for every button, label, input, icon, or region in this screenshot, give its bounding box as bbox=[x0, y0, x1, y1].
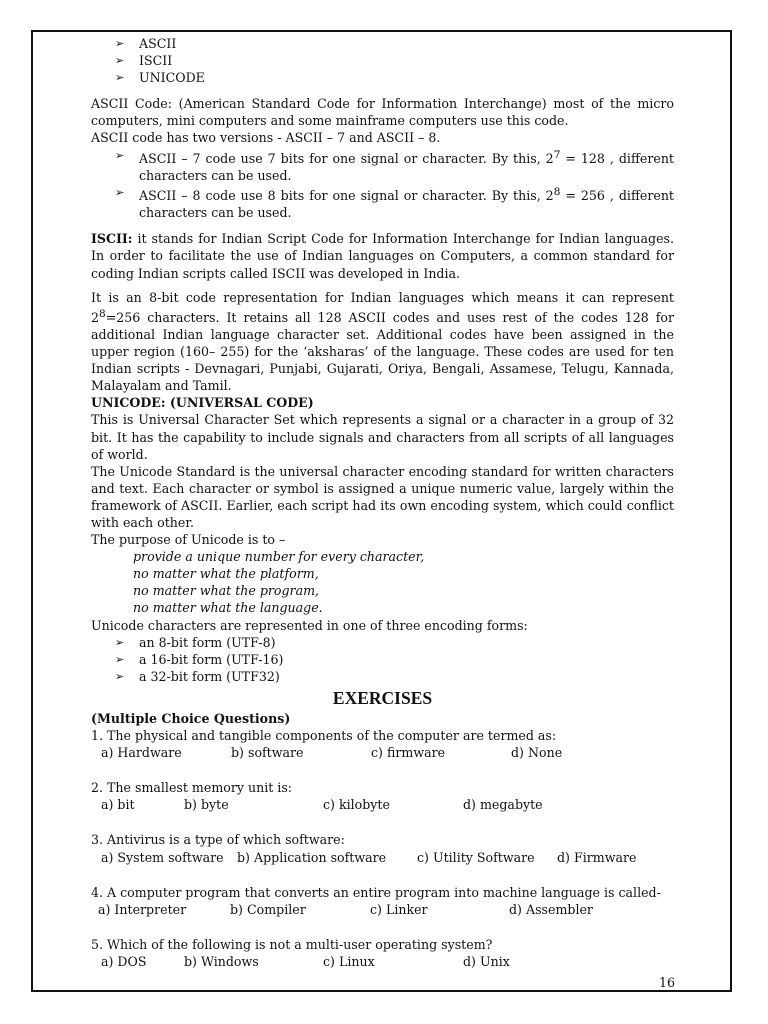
answer-option: b) software bbox=[231, 745, 304, 761]
answer-options bbox=[91, 744, 674, 761]
exercises-subtitle: (Multiple Choice Questions) bbox=[91, 710, 291, 726]
iscii-detail-paragraph: It is an 8-bit code representation for Indian languages which means it can represent $2^8=256$ characters. It retains all 128 ASCII codes and uses rest of the codes 128 for additional Indian language character set. Additional codes have been assigned in the upper region (160– 255) for the ‘aksharas’ of the language. These codes are used for ten Indian scripts - Devnagari, Punjabi, Gujarati, Oriya, Bengali, Assamese, Telugu, Kannada, Malayalam and Tamil. bbox=[91, 289, 674, 394]
arrow-bullet-icon: ➢ bbox=[115, 37, 125, 50]
arrow-bullet-icon: ➢ bbox=[115, 185, 125, 199]
answer-option: c) firmware bbox=[371, 745, 446, 761]
iscii-paragraph: ISCII: it stands for Indian Script Code for Information Interchange for Indian languages. In order to facilitate the use of Indian languages on Computers, a common standard for coding Indian scripts called ISCII was developed in India. bbox=[91, 231, 674, 281]
list-item: ➢ ASCII – 8 code use 8 bits for one signal or character. By this, $2^8 = 256$ , different characters can be used. bbox=[115, 185, 674, 221]
answer-option: c) Utility Software bbox=[417, 849, 535, 865]
question-5 bbox=[91, 936, 674, 970]
unicode-purpose-intro: The purpose of Unicode is to – bbox=[91, 532, 286, 548]
question-text: 3. Antivirus is a type of which software: bbox=[91, 832, 345, 848]
answer-options bbox=[91, 901, 674, 918]
purpose-line: provide a unique number for every character, bbox=[133, 549, 425, 565]
answer-option: b) Application software bbox=[237, 849, 387, 865]
question-text: 1. The physical and tangible components of the computer are termed as: bbox=[91, 728, 557, 744]
answer-option: a) System software bbox=[101, 849, 224, 865]
answer-option: d) megabyte bbox=[463, 797, 543, 813]
answer-option: a) Interpreter bbox=[98, 901, 187, 917]
answer-options bbox=[91, 796, 674, 813]
question-1 bbox=[91, 727, 674, 761]
arrow-bullet-icon: ➢ bbox=[115, 148, 125, 162]
question-2 bbox=[91, 779, 674, 813]
question-text: 4. A computer program that converts an entire program into machine language is called- bbox=[91, 884, 661, 900]
answer-option: c) kilobyte bbox=[323, 797, 390, 813]
answer-option: a) Hardware bbox=[101, 745, 182, 761]
arrow-bullet-icon: ➢ bbox=[115, 54, 125, 68]
question-3 bbox=[91, 831, 674, 865]
list-item: ➢ UNICODE bbox=[115, 70, 205, 86]
arrow-bullet-icon: ➢ bbox=[115, 652, 125, 666]
answer-option: d) Firmware bbox=[557, 849, 637, 865]
purpose-line: no matter what the platform, bbox=[133, 566, 319, 582]
answer-option: a) bit bbox=[101, 797, 135, 813]
answer-option: b) Windows bbox=[184, 953, 259, 969]
answer-option: b) Compiler bbox=[230, 901, 306, 917]
arrow-bullet-icon: ➢ bbox=[115, 71, 125, 85]
list-item: ➢ ASCII bbox=[115, 36, 177, 51]
unicode-standard-paragraph: The Unicode Standard is the universal character encoding standard for written characters and text. Each character or symbol is assigned a unique numeric value, largely within the framework of ASCII. Earlier, each script had its own encoding system, which could conflict with each other. bbox=[91, 463, 674, 530]
unicode-forms-list bbox=[91, 634, 674, 685]
answer-option: c) Linux bbox=[323, 953, 375, 969]
list-item: ➢ a 32-bit form (UTF32) bbox=[115, 668, 280, 684]
purpose-line: no matter what the program, bbox=[133, 583, 320, 599]
answer-option: d) Unix bbox=[463, 953, 510, 969]
list-item: ➢ ASCII – 7 code use 7 bits for one signal or character. By this, $2^7 = 128$ , different characters can be used. bbox=[115, 148, 674, 183]
answer-option: b) byte bbox=[184, 797, 229, 813]
answer-option: c) Linker bbox=[370, 901, 428, 917]
ascii-paragraph: ASCII Code: (American Standard Code for Information Interchange) most of the micro computers, mini computers and some mainframe computers use this code. bbox=[91, 96, 674, 129]
intro-code-list bbox=[91, 35, 674, 86]
answer-option: a) DOS bbox=[101, 953, 147, 969]
unicode-forms-intro: Unicode characters are represented in one of three encoding forms: bbox=[91, 617, 528, 633]
page-number: 16 bbox=[658, 975, 675, 990]
exercises-title: EXERCISES bbox=[332, 687, 433, 708]
purpose-line: no matter what the language. bbox=[133, 600, 323, 616]
answer-option: d) Assembler bbox=[509, 901, 593, 917]
arrow-bullet-icon: ➢ bbox=[115, 669, 125, 683]
answer-option: d) None bbox=[511, 745, 563, 761]
list-item: ➢ an 8-bit form (UTF-8) bbox=[115, 634, 276, 650]
ascii-versions-list bbox=[91, 147, 674, 222]
answer-options bbox=[91, 849, 674, 866]
question-text: 2. The smallest memory unit is: bbox=[91, 780, 293, 796]
unicode-purpose-lines bbox=[91, 548, 674, 616]
unicode-paragraph: This is Universal Character Set which represents a signal or a character in a group of 32 bit. It has the capability to include signals and characters from all scripts of all languages of world. bbox=[91, 412, 674, 462]
question-4 bbox=[91, 884, 674, 918]
question-text: 5. Which of the following is not a multi-user operating system? bbox=[91, 936, 493, 952]
page-content bbox=[91, 35, 674, 970]
arrow-bullet-icon: ➢ bbox=[115, 635, 125, 649]
list-item: ➢ a 16-bit form (UTF-16) bbox=[115, 651, 284, 667]
list-item: ➢ ISCII bbox=[115, 53, 173, 69]
ascii-versions-paragraph: ASCII code has two versions - ASCII – 7 and ASCII – 8. bbox=[91, 130, 441, 146]
answer-options bbox=[91, 953, 674, 970]
unicode-heading: UNICODE: (UNIVERSAL CODE) bbox=[91, 395, 314, 411]
